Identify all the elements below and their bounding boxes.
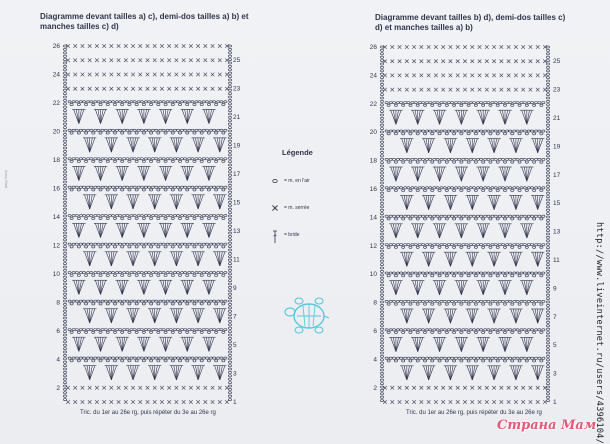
row-number: 12	[369, 242, 377, 250]
left-diagram-footer: Tric. du 1er au 26e rg, puis répéter du 3e au 26e rg	[80, 410, 216, 416]
row-number: 18	[369, 157, 377, 165]
row-number: 23	[233, 85, 241, 93]
double-crochet-icon	[270, 230, 280, 244]
row-number: 9	[553, 285, 557, 293]
row-number: 11	[553, 257, 560, 264]
row-number: 17	[553, 171, 561, 179]
source-url-watermark: http://www.liveinternet.ru/users/4396104/	[594, 222, 604, 444]
row-number: 4	[373, 356, 377, 364]
legend-label-chain: = m. en l'air	[284, 178, 310, 184]
row-number: 19	[233, 142, 241, 150]
side-credit: Anny Blatt	[4, 170, 9, 189]
row-number: 21	[233, 114, 241, 122]
row-number: 5	[233, 342, 237, 350]
row-number: 5	[553, 342, 557, 350]
row-number: 2	[373, 384, 377, 392]
row-number: 11	[233, 256, 240, 264]
row-number: 8	[373, 299, 377, 307]
legend-label-double: = bride	[284, 232, 300, 238]
row-number: 13	[233, 228, 241, 236]
chain-stitch-icon	[270, 176, 280, 186]
row-number: 22	[52, 99, 60, 107]
row-number: 20	[52, 128, 60, 136]
row-number: 23	[553, 86, 561, 94]
row-number: 16	[369, 186, 377, 193]
row-number: 3	[553, 370, 557, 378]
row-number: 1	[553, 399, 557, 406]
row-number: 16	[52, 185, 60, 193]
legend-title: Légende	[282, 148, 313, 157]
row-number: 24	[52, 71, 60, 79]
row-number: 14	[52, 213, 60, 221]
row-number: 21	[553, 115, 561, 122]
row-number: 26	[369, 44, 377, 51]
site-watermark: Страна Мам	[497, 418, 597, 433]
row-number: 7	[233, 313, 237, 321]
row-number: 25	[233, 57, 241, 65]
row-number: 10	[369, 271, 377, 279]
turtle-motif-icon	[283, 292, 331, 338]
row-number: 10	[52, 270, 60, 278]
legend-label-single: = m. serrée	[284, 205, 310, 211]
row-number: 6	[56, 327, 60, 335]
right-diagram-footer: Tric. du 1er au 26e rg, puis répéter du 3e au 26e rg	[406, 410, 542, 416]
row-number: 15	[233, 199, 241, 207]
right-diagram-title: Diagramme devant tailles b) d), demi-dos tailles c) d) et manches tailles a) b)	[375, 13, 566, 32]
row-number: 13	[553, 228, 561, 236]
row-number: 25	[553, 58, 561, 66]
row-number: 1	[233, 399, 237, 406]
row-number: 18	[52, 156, 60, 164]
left-diagram-title: Diagramme devant tailles a) c), demi-dos tailles a) b) et manches tailles c) d)	[40, 12, 249, 31]
row-number: 19	[553, 143, 561, 151]
row-number: 26	[52, 43, 60, 50]
row-number: 17	[233, 171, 241, 179]
row-number: 14	[369, 214, 377, 222]
row-number: 8	[56, 299, 60, 307]
row-number: 15	[553, 200, 561, 208]
row-number: 7	[553, 313, 557, 321]
left-crochet-diagram	[53, 43, 241, 406]
row-number: 9	[233, 285, 237, 293]
row-number: 12	[52, 242, 60, 250]
row-number: 24	[369, 72, 377, 80]
row-number: 3	[233, 370, 237, 378]
row-number: 4	[56, 356, 60, 364]
row-number: 6	[373, 328, 377, 335]
single-crochet-icon	[270, 203, 280, 213]
row-number: 20	[369, 129, 377, 137]
right-crochet-diagram	[370, 44, 561, 406]
row-number: 2	[56, 384, 60, 392]
row-number: 22	[369, 100, 377, 108]
